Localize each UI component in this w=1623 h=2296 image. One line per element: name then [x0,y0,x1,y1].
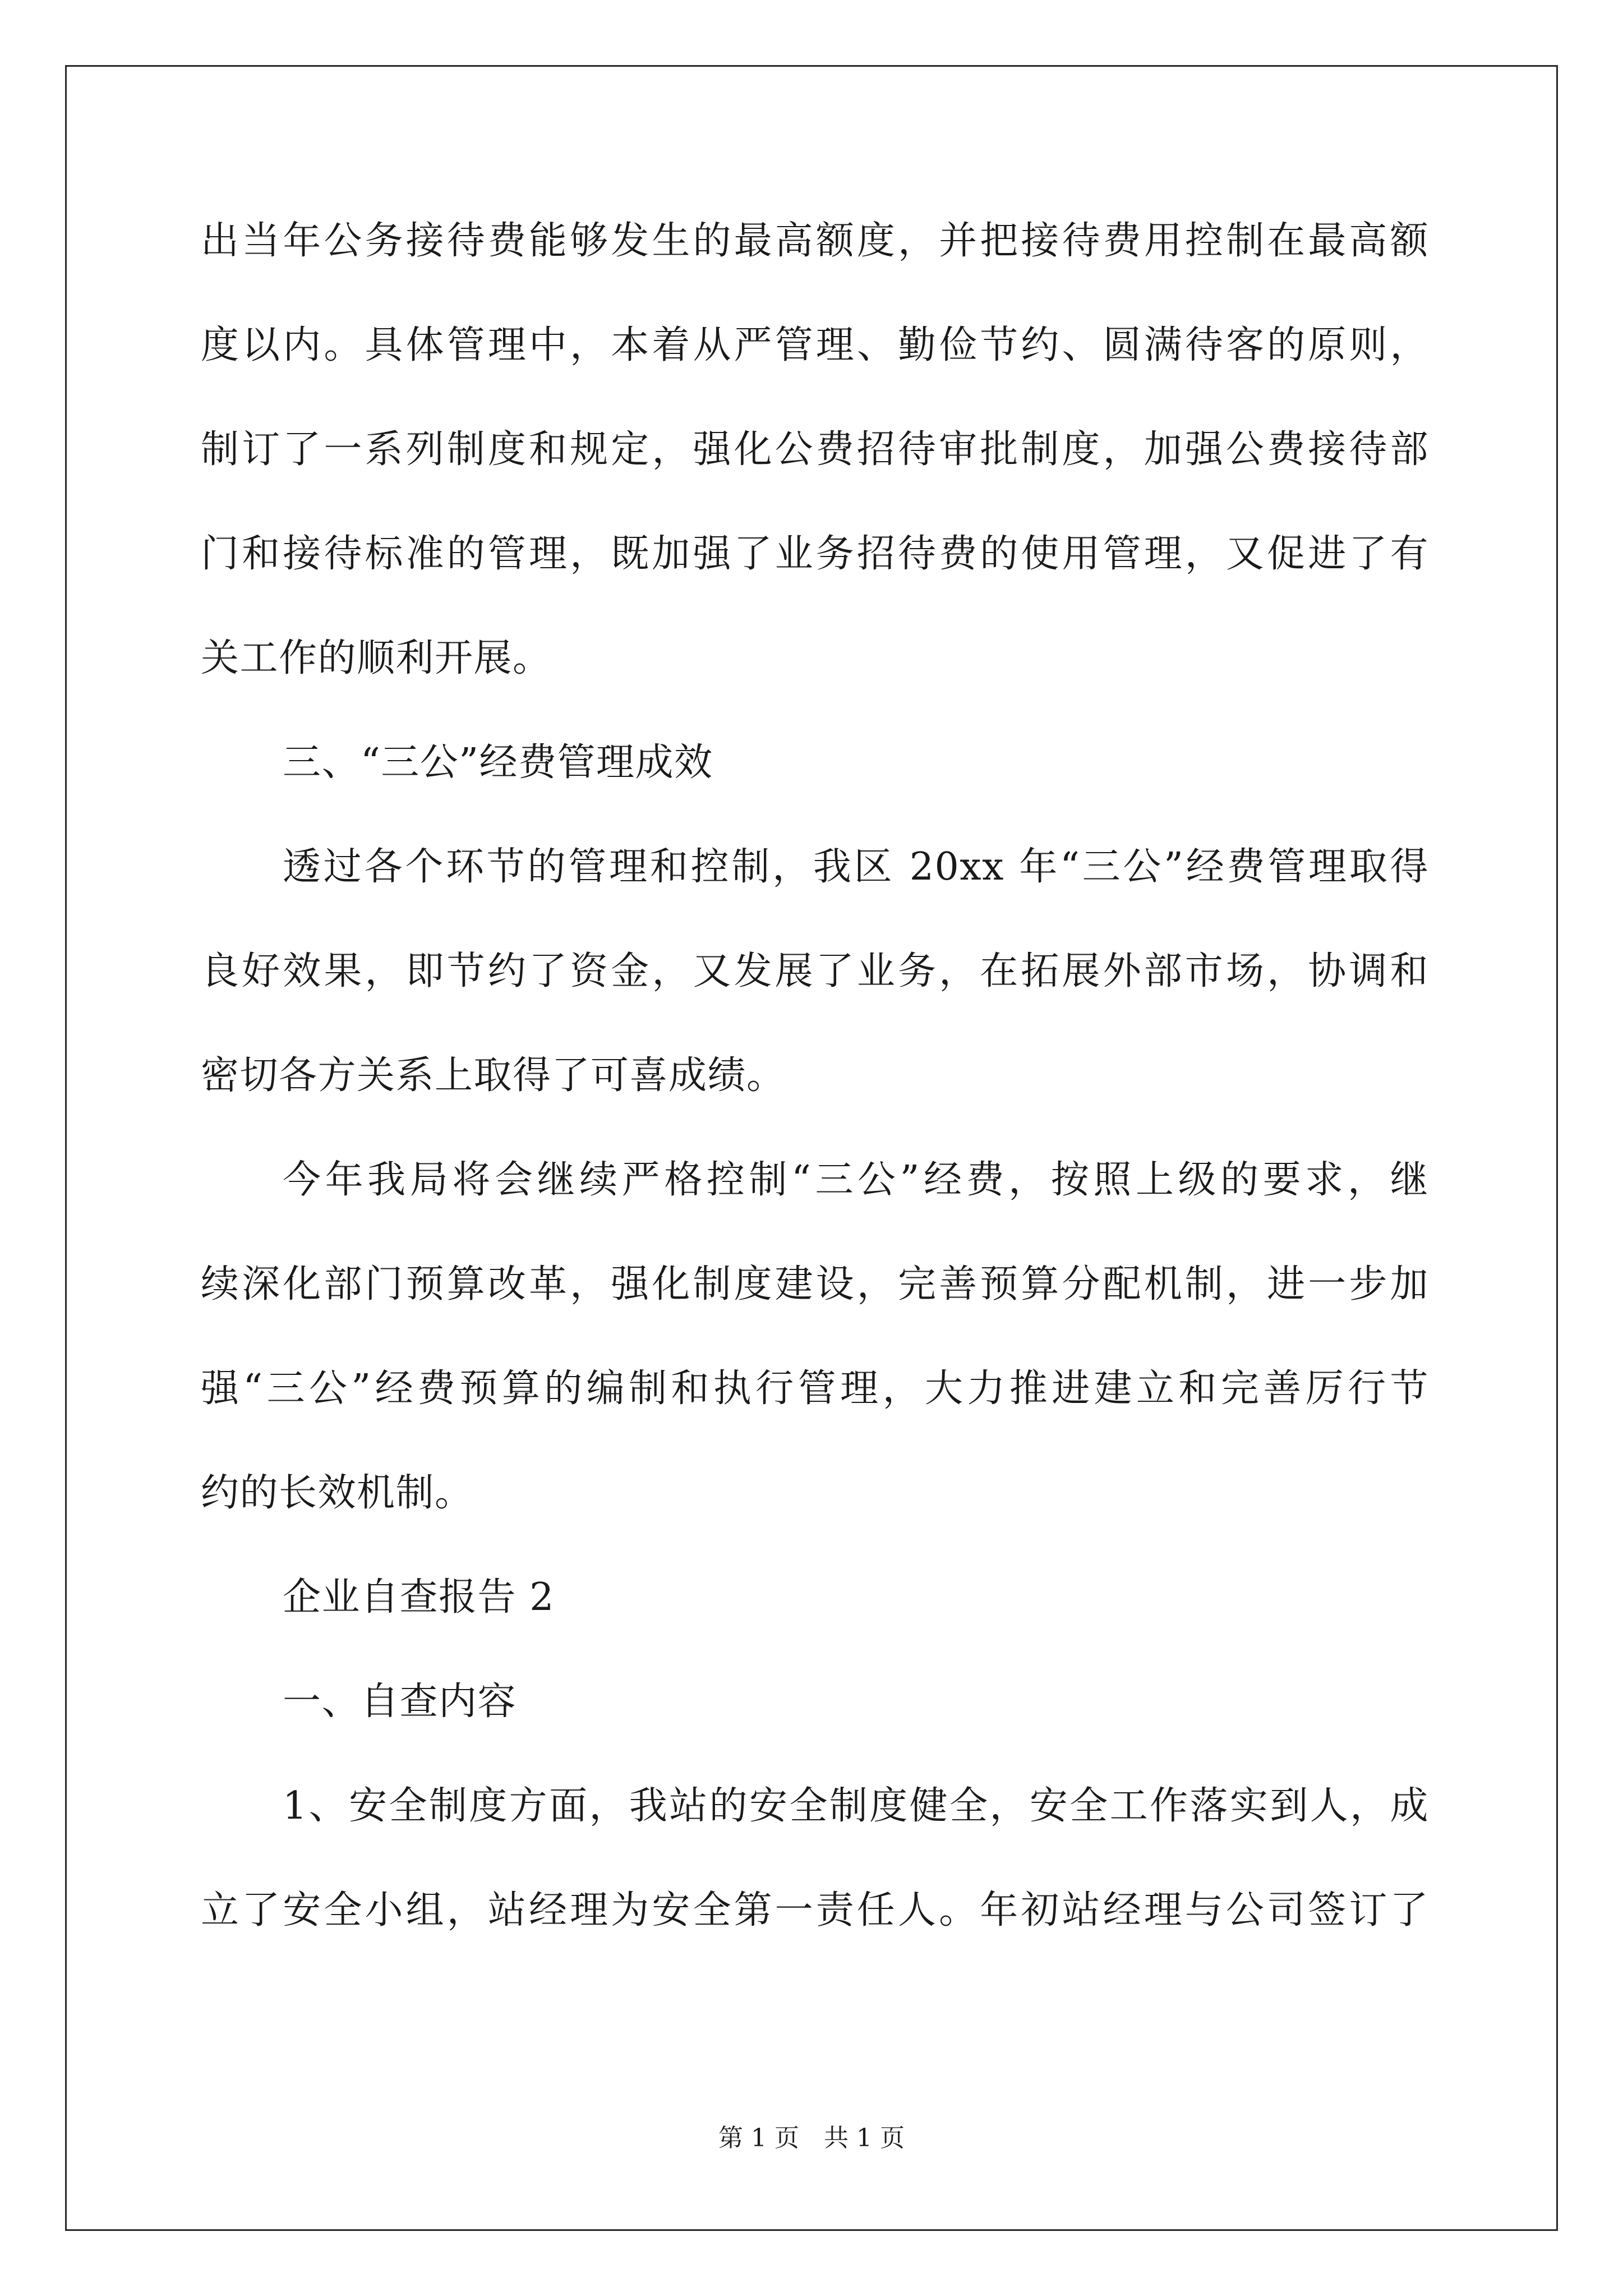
paragraph-line: 强“三公”经费预算的编制和执行管理，大力推进建立和完善厉行节 [201,1366,1429,1411]
page-footer: 第 1 页 共 1 页 [718,2124,905,2152]
section-heading: 一、自查内容 [283,1680,517,1724]
report-title: 企业自查报告 2 [283,1575,555,1619]
paragraph-line: 密切各方关系上取得了可喜成绩。 [201,1053,786,1098]
section-heading: 三、“三公”经费管理成效 [283,740,713,785]
paragraph-line: 门和接待标准的管理，既加强了业务招待费的使用管理，又促进了有 [201,532,1429,576]
paragraph-line: 续深化部门预算改革，强化制度建设，完善预算分配机制，进一步加 [201,1262,1429,1306]
paragraph-line: 约的长效机制。 [201,1471,474,1515]
paragraph-line: 出当年公务接待费能够发生的最高额度，并把接待费用控制在最高额 [201,219,1429,263]
paragraph-line: 1、安全制度方面，我站的安全制度健全，安全工作落实到人，成 [283,1784,1429,1828]
paragraph-line: 制订了一系列制度和规定，强化公费招待审批制度，加强公费接待部 [201,427,1429,472]
paragraph-line: 良好效果，即节约了资金，又发展了业务，在拓展外部市场，协调和 [201,949,1429,993]
paragraph-line: 透过各个环节的管理和控制，我区 20xx 年“三公”经费管理取得 [283,845,1429,889]
paragraph-line: 今年我局将会继续严格控制“三公”经费，按照上级的要求，继 [283,1158,1429,1202]
paragraph-line: 关工作的顺利开展。 [201,636,552,680]
paragraph-line: 度以内。具体管理中，本着从严管理、勤俭节约、圆满待客的原则， [201,323,1429,367]
paragraph-line: 立了安全小组，站经理为安全第一责任人。年初站经理与公司签订了 [201,1888,1429,1932]
